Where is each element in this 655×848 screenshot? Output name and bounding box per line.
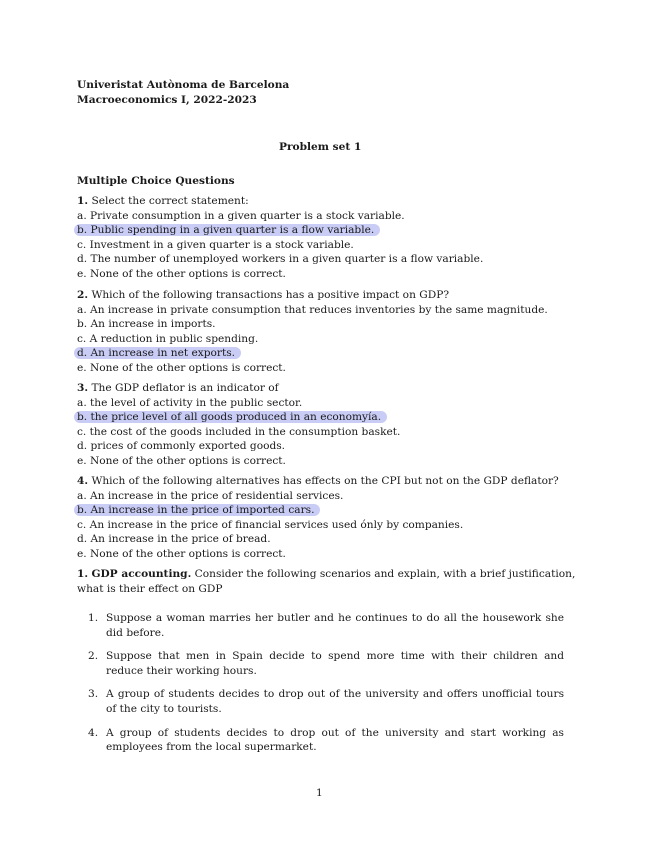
option-a: a. An increase in the price of residential services. <box>77 489 344 502</box>
gdp-section-intro-cont: what is their effect on GDP <box>77 582 223 595</box>
gdp-section-heading: GDP accounting. <box>91 568 192 580</box>
section-heading: Multiple Choice Questions <box>77 175 235 187</box>
question-stem: 4. Which of the following alternatives has effects on the CPI but not on the GDP deflator? <box>77 475 559 487</box>
scenario-list <box>88 611 564 755</box>
question-stem: 1. Select the correct statement: <box>77 195 249 207</box>
university-name: Univeristat Autònoma de Barcelona <box>77 79 290 91</box>
option-c: c. An increase in the price of financial services used ónly by companies. <box>77 518 464 531</box>
option-a: a. Private consumption in a given quarter is a stock variable. <box>77 209 405 222</box>
option-e: e. None of the other options is correct. <box>77 361 286 374</box>
list-item: 3. A group of students decides to drop out of the university and offers unofficial tours of the city to tourists. <box>88 688 564 715</box>
page-number: 1 <box>316 787 323 799</box>
course-name: Macroeconomics I, 2022-2023 <box>77 94 257 106</box>
list-item: 4. A group of students decides to drop out of the university and start working as employees from the local supermarket. <box>88 726 564 754</box>
question-2 <box>77 288 548 376</box>
list-item: 2. Suppose that men in Spain decide to spend more time with their children and reduce their working hours. <box>88 650 564 677</box>
option-c: c. Investment in a given quarter is a stock variable. <box>77 238 354 251</box>
option-d: d. An increase in the price of bread. <box>77 533 271 546</box>
option-b: b. An increase in imports. <box>77 318 216 331</box>
option-b-highlighted: b. An increase in the price of imported cars. <box>74 504 320 516</box>
option-c: c. A reduction in public spending. <box>77 332 259 345</box>
gdp-section-intro: 1. GDP accounting. Consider the following scenarios and explain, with a brief justification, <box>77 568 576 580</box>
question-stem: 3. The GDP deflator is an indicator of <box>77 382 279 394</box>
option-a: a. the level of activity in the public sector. <box>77 396 303 409</box>
option-a: a. An increase in private consumption that reduces inventories by the same magnitude. <box>77 303 548 316</box>
gdp-accounting-section <box>77 567 575 596</box>
question-1 <box>77 194 483 282</box>
list-item: 1. Suppose a woman marries her butler and he continues to do all the housework she did before. <box>88 612 564 639</box>
question-3 <box>77 381 400 469</box>
option-b-highlighted: b. the price level of all goods produced in an economyía. <box>74 411 387 423</box>
option-d-highlighted: d. An increase in net exports. <box>74 347 241 359</box>
option-e: e. None of the other options is correct. <box>77 547 286 560</box>
page-title: Problem set 1 <box>279 141 362 153</box>
question-stem: 2. Which of the following transactions has a positive impact on GDP? <box>77 289 450 301</box>
option-d: d. prices of commonly exported goods. <box>77 440 286 453</box>
option-e: e. None of the other options is correct. <box>77 454 286 467</box>
option-d: d. The number of unemployed workers in a given quarter is a flow variable. <box>77 253 484 266</box>
option-b-highlighted: b. Public spending in a given quarter is a flow variable. <box>74 224 380 236</box>
option-e: e. None of the other options is correct. <box>77 267 286 280</box>
option-c: c. the cost of the goods included in the consumption basket. <box>77 425 401 438</box>
question-4 <box>77 474 559 562</box>
